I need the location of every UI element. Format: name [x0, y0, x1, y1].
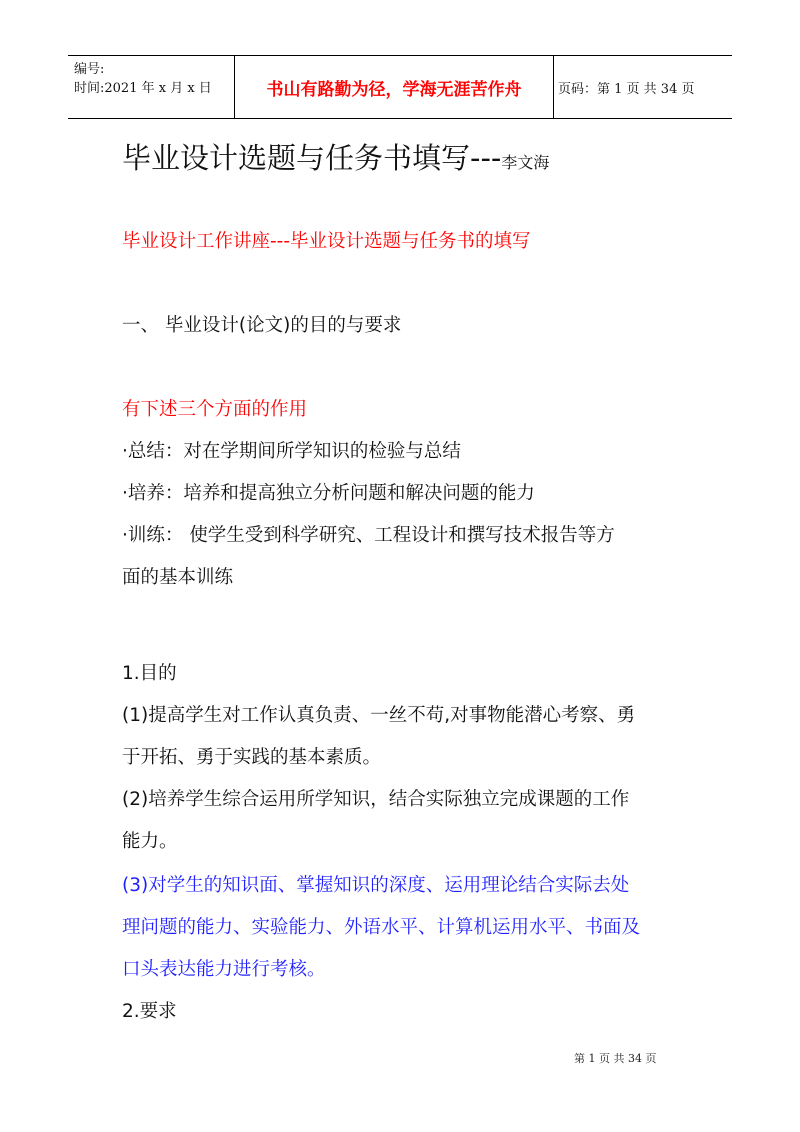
purpose-item3-line3: 口头表达能力进行考核。	[122, 959, 326, 980]
title-main: 毕业设计选题与任务书填写---	[122, 141, 502, 175]
purpose-item3-line1: (3)对学生的知识面、掌握知识的深度、运用理论结合实际去处	[122, 875, 630, 896]
header-meta	[74, 60, 212, 98]
time-label: 时间:2021 年 x 月 x 日	[74, 81, 212, 96]
purpose-heading: 1.目的	[122, 663, 177, 684]
bullet-cultivation: ·培养：培养和提高独立分析问题和解决问题的能力	[122, 483, 535, 504]
purpose-item3-line2: 理问题的能力、实验能力、外语水平、计算机运用水平、书面及	[122, 917, 641, 938]
number-label: 编号:	[74, 62, 105, 77]
document-title	[122, 138, 549, 183]
title-author: 李文海	[501, 153, 550, 172]
bullet-training-line2: 面的基本训练	[122, 567, 234, 588]
header-motto: 书山有路勤为径，学海无涯苦作舟	[234, 56, 554, 118]
purpose-item2-line1: (2)培养学生综合运用所学知识，结合实际独立完成课题的工作	[122, 789, 630, 810]
purpose-item1-line1: (1)提高学生对工作认真负责、一丝不苟,对事物能潜心考察、勇	[122, 705, 636, 726]
bullet-training-line1: ·训练： 使学生受到科学研究、工程设计和撰写技术报告等方	[122, 525, 615, 546]
section-heading: 一、 毕业设计(论文)的目的与要求	[122, 315, 402, 336]
subtitle: 毕业设计工作讲座---毕业设计选题与任务书的填写	[122, 231, 531, 252]
roles-heading: 有下述三个方面的作用	[122, 399, 308, 420]
page-header	[68, 55, 732, 119]
purpose-item1-line2: 于开拓、勇于实践的基本素质。	[122, 747, 382, 768]
header-page-info: 页码：第 1 页 共 34 页	[558, 81, 695, 97]
page-footer: 第 1 页 共 34 页	[574, 1052, 657, 1065]
bullet-summary: ·总结：对在学期间所学知识的检验与总结	[122, 441, 461, 462]
requirements-heading: 2.要求	[122, 1001, 177, 1022]
purpose-item2-line2: 能力。	[122, 831, 178, 852]
